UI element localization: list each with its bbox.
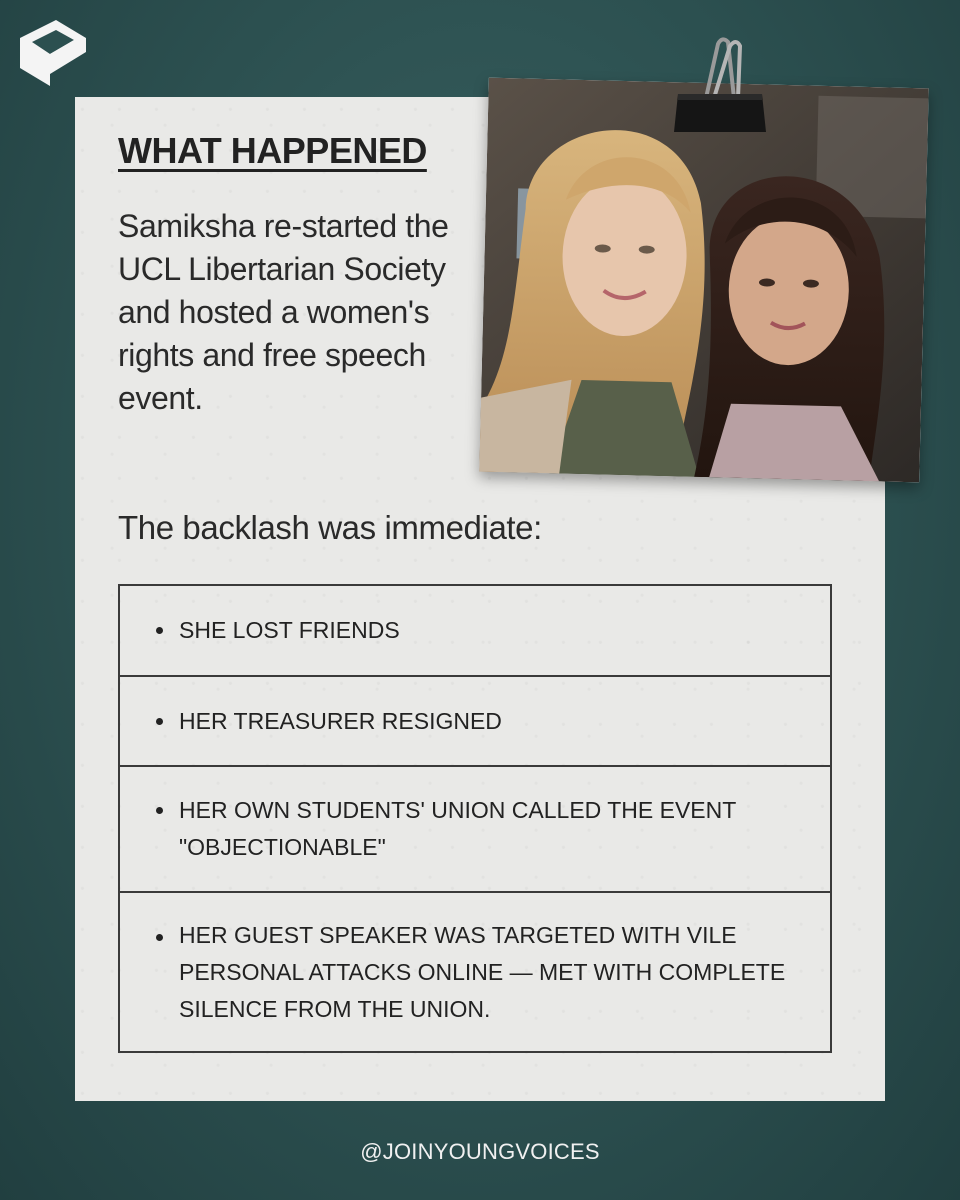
list-item	[120, 586, 830, 675]
binder-clip-icon	[672, 36, 768, 142]
backlash-list	[118, 584, 832, 1053]
list-item	[120, 675, 830, 765]
young-voices-logo-icon[interactable]	[16, 16, 90, 88]
list-item-text: SHE LOST FRIENDS	[179, 617, 400, 643]
bullet-icon	[156, 807, 163, 814]
list-item-text: HER TREASURER RESIGNED	[179, 707, 502, 734]
bullet-icon	[156, 934, 163, 941]
bullet-icon	[156, 627, 163, 634]
list-item-text: HER GUEST SPEAKER WAS TARGETED WITH VILE PERSONAL ATTACKS ONLINE — MET WITH COMPLETE SILENCE FROM THE UNION.	[179, 921, 786, 1022]
lead-sentence: The backlash was immediate:	[118, 509, 542, 546]
list-item-text: HER OWN STUDENTS' UNION CALLED THE EVENT "OBJECTIONABLE"	[179, 797, 736, 860]
list-item	[120, 891, 830, 1051]
intro-paragraph: Samiksha re-started the UCL Libertarian Society and hosted a women's rights and free speech event.	[118, 208, 449, 416]
page-title: WHAT HAPPENED	[118, 130, 427, 171]
social-handle[interactable]: @JOINYOUNGVOICES	[360, 1139, 600, 1164]
list-item	[120, 765, 830, 891]
bullet-icon	[156, 718, 163, 725]
